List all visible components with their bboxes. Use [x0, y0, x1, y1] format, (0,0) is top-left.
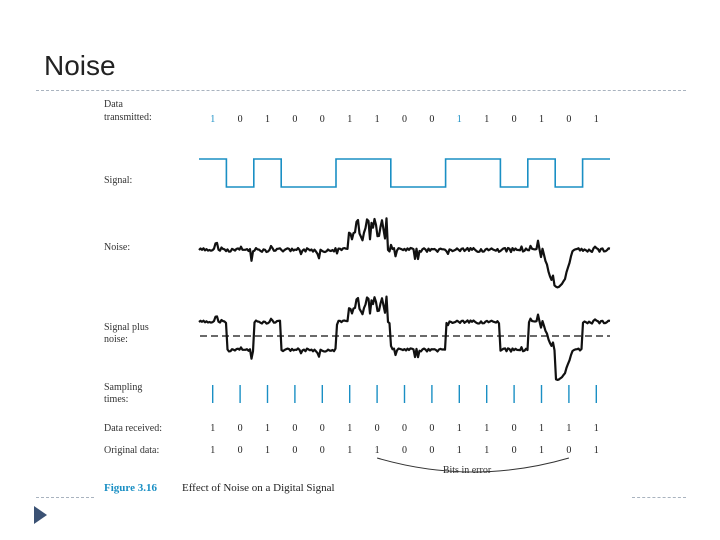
- transmitted-bit: 1: [484, 114, 490, 125]
- original-bit: 1: [484, 445, 490, 456]
- transmitted-bit: 0: [319, 114, 325, 125]
- signal-waveform: [199, 159, 610, 187]
- received-bit: 1: [593, 423, 599, 434]
- row-data-received: [210, 423, 599, 434]
- label-noise: Noise:: [104, 242, 131, 253]
- original-bit: 1: [539, 445, 544, 456]
- title-divider: [36, 90, 686, 91]
- transmitted-bit: 1: [210, 114, 216, 125]
- label-sampling-times-1: Sampling: [104, 382, 143, 393]
- label-signal-plus-noise-2: noise:: [104, 334, 128, 345]
- original-bit: 0: [429, 445, 435, 456]
- label-data-transmitted-2: transmitted:: [104, 112, 152, 123]
- bullet-arrow-icon: [34, 506, 47, 524]
- row-original-data: [210, 445, 599, 456]
- received-bit: 1: [566, 423, 572, 434]
- received-bit: 0: [511, 423, 517, 434]
- received-bit: 0: [292, 423, 298, 434]
- label-data-transmitted-1: Data: [104, 99, 123, 110]
- transmitted-bit: 1: [265, 114, 270, 125]
- received-bit: 1: [539, 423, 544, 434]
- received-bit: 0: [402, 423, 407, 434]
- original-bit: 1: [347, 445, 353, 456]
- footer-rule-left: [36, 497, 94, 498]
- footer-rule-right: [632, 497, 686, 498]
- noise-figure: [98, 92, 618, 502]
- slide-title: Noise: [44, 50, 116, 81]
- original-bit: 1: [265, 445, 270, 456]
- transmitted-bit: 0: [292, 114, 298, 125]
- transmitted-bit: 1: [539, 114, 544, 125]
- received-bit: 1: [210, 423, 216, 434]
- received-bit: 0: [374, 423, 380, 434]
- transmitted-bit: 0: [402, 114, 407, 125]
- original-bit: 0: [511, 445, 517, 456]
- transmitted-bit: 0: [237, 114, 243, 125]
- caption-text: Effect of Noise on a Digital Signal: [182, 482, 335, 494]
- transmitted-bit: 1: [347, 114, 353, 125]
- transmitted-bit: 0: [566, 114, 572, 125]
- transmitted-bit: 1: [374, 114, 380, 125]
- received-bit: 0: [319, 423, 325, 434]
- row-data-transmitted: [210, 114, 599, 125]
- bits-in-error-label: Bits in error: [442, 465, 492, 476]
- transmitted-bit: 0: [429, 114, 435, 125]
- original-bit: 0: [237, 445, 243, 456]
- label-signal: Signal:: [104, 175, 133, 186]
- signal-plus-noise-waveform: [199, 297, 610, 380]
- original-bit: 1: [210, 445, 216, 456]
- received-bit: 1: [484, 423, 490, 434]
- label-data-received: Data received:: [104, 423, 163, 434]
- original-bit: 0: [566, 445, 572, 456]
- original-bit: 1: [593, 445, 599, 456]
- transmitted-bit: 0: [511, 114, 517, 125]
- label-sampling-times-2: times:: [104, 394, 129, 405]
- transmitted-bit: 1: [593, 114, 599, 125]
- sampling-ticks: [213, 385, 597, 403]
- original-bit: 1: [374, 445, 380, 456]
- caption-number: Figure 3.16: [104, 482, 157, 494]
- received-bit: 1: [265, 423, 270, 434]
- transmitted-bit: 1: [456, 114, 462, 125]
- original-bit: 1: [456, 445, 462, 456]
- received-bit: 1: [456, 423, 462, 434]
- received-bit: 0: [237, 423, 243, 434]
- received-bit: 1: [347, 423, 353, 434]
- label-original-data: Original data:: [104, 445, 160, 456]
- original-bit: 0: [292, 445, 298, 456]
- original-bit: 0: [319, 445, 325, 456]
- received-bit: 0: [429, 423, 435, 434]
- label-signal-plus-noise-1: Signal plus: [104, 322, 149, 333]
- original-bit: 0: [402, 445, 407, 456]
- noise-waveform: [199, 218, 610, 287]
